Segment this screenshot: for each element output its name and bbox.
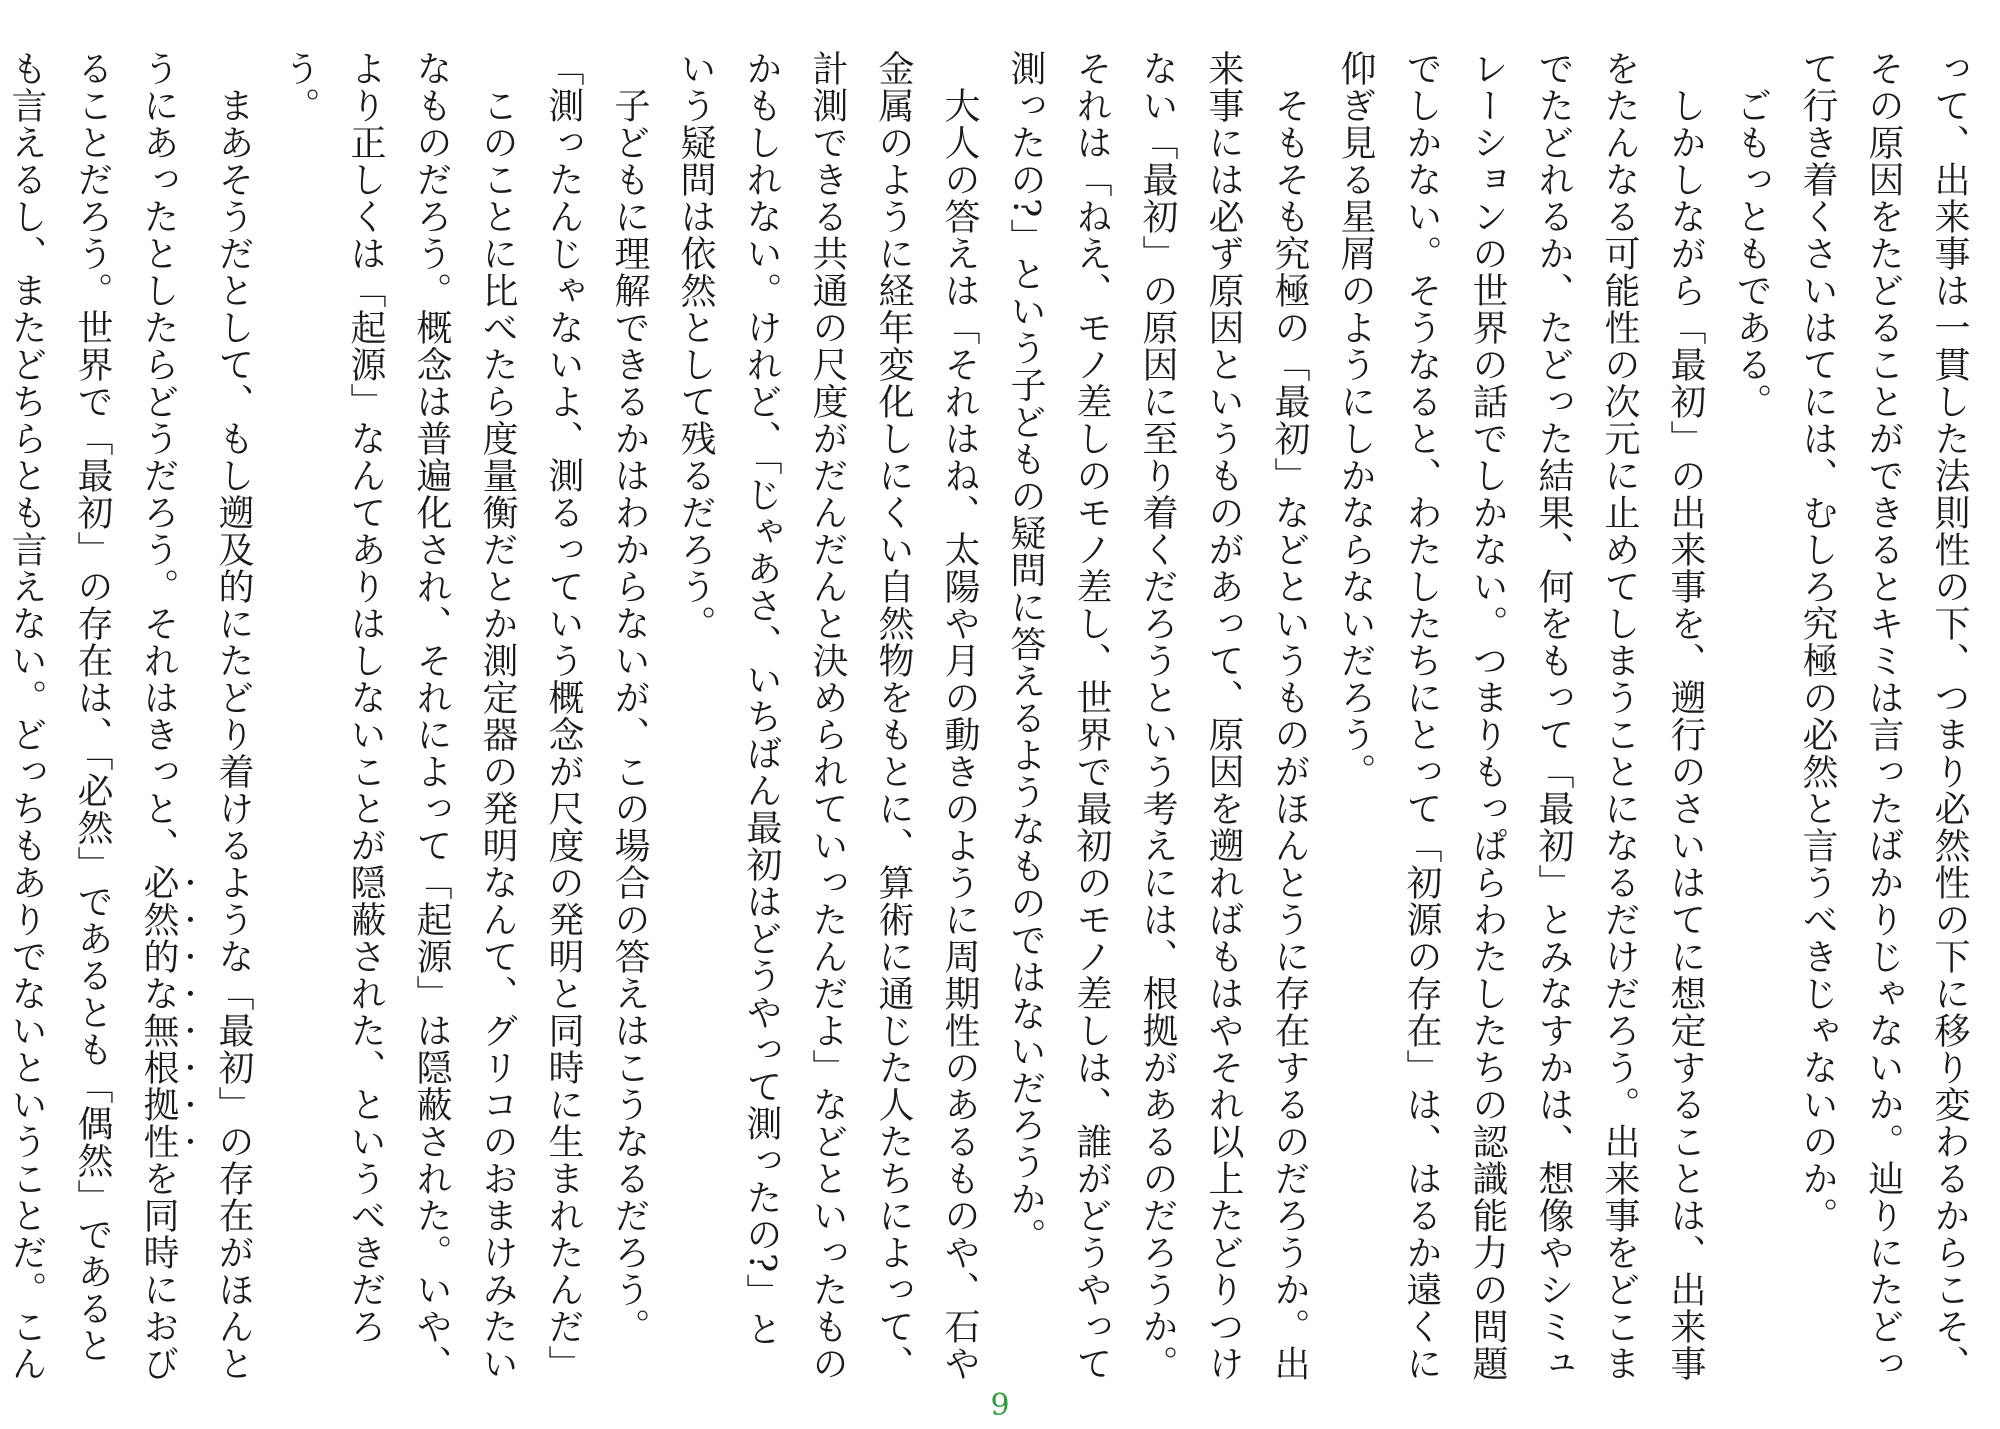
paragraph-4-text: そもそも究極の「最初」などというものがほんとうに存在するのだろうか。出来事には必ず原因というものがあって、原因を遡ればもはやそれ以上たどりつけない「最初」の原因に至り着くだろうという考えには、根拠があるのだろうか。それは「ねえ、モノ差しのモノ差し、世界で最初のモノ差しは、誰がどうやって測ったの?」という子どもの疑問に答えるようなものではないだろうか。 <box>1005 50 1310 1382</box>
vertical-text-body <box>6 50 1982 1383</box>
paragraph-5-text: 大人の答えは「それはね、太陽や月の動きのように周期性のあるものや、石や金属のように経年変化しにくい自然物をもとに、算術に通じた人たちによって、計測できる共通の尺度がだんだんと決められていったんだよ」などといったものかもしれない。けれど、「じゃあさ、いちばん最初はどうやって測ったの?」という疑問は依然として残るだろう。 <box>675 50 980 1382</box>
paragraph-6 <box>530 50 662 1383</box>
paragraph-5 <box>662 50 992 1383</box>
paragraph-6-text: 子どもに理解できるかはわからないが、この場合の答えはこうなるだろう。「測ったんじゃないよ、測るっていう概念が尺度の発明と同時に生まれたんだ」 <box>543 50 650 1382</box>
paragraph-3-text: しかしながら「最初」の出来事を、遡行のさいはてに想定することは、出来事をたんなる可能性の次元に止めてしまうことになるだけだろう。出来事をどこまでたどれるか、たどった結果、何をもって「最初」とみなすかは、想像やシミュレーションの世界の話でしかない。つまりもっぱらわたしたちの認識能力の問題でしかない。そうなると、わたしたちにとって「初源の存在」は、はるか遠くに仰ぎ見る星屑のようにしかならないだろう。 <box>1335 50 1706 1382</box>
paragraph-8 <box>0 50 266 1383</box>
paragraph-2-text: ごもっともである。 <box>1731 87 1772 420</box>
paragraph-4 <box>992 50 1322 1383</box>
paragraph-2 <box>1718 50 1784 1383</box>
text-area <box>6 50 1982 1383</box>
paragraph-3 <box>1322 50 1718 1383</box>
page-number: 9 <box>990 1388 1010 1423</box>
paragraph-8-text-a: まあそうだとして、もし遡及的にたどり着けるような「最初」の存在がほんとうにあったとしたらどうだろう。それはきっと、 <box>138 50 254 1382</box>
paragraph-1: って、出来事は一貫した法則性の下、つまり必然性の下に移り変わるからこそ、その原因をたどることができるとキミは言ったばかりじゃないか。辿りにたどって行き着くさいはてには、むしろ究極の必然と言うべきじゃないのか。 <box>1797 50 1970 1382</box>
emphasized-phrase: 必然的な無根拠性 <box>138 864 179 1160</box>
paragraph-8-text-b: を同時におびることだろう。世界で「最初」の存在は、「必然」であるとも「偶然」であるとも言えるし、またどちらとも言えない。どっちもありでないということだ。こん <box>6 50 179 1382</box>
paragraph-7-text: このことに比べたら度量衡だとか測定器の発明なんて、グリコのおまけみたいなものだろう。概念は普遍化され、それによって「起源」は隠蔽された。いや、より正しくは「起源」なんてありはしないことが隠蔽された、というべきだろう。 <box>279 50 518 1382</box>
paragraph-7 <box>266 50 530 1383</box>
